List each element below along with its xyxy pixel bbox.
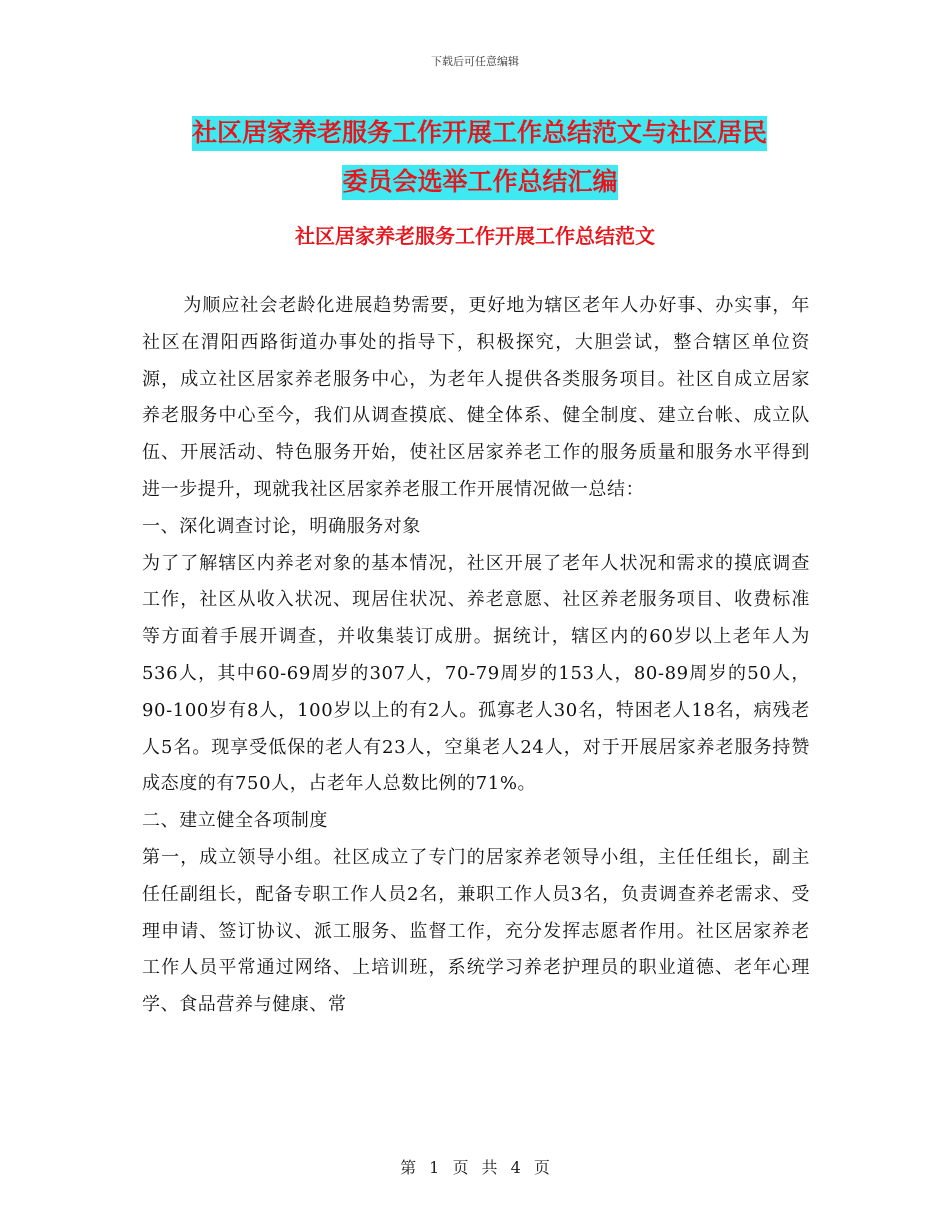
document-title-line-1 [140,108,820,157]
document-title-line-2 [140,157,820,206]
heading-section-1: 一、深化调查讨论，明确服务对象 [142,515,421,537]
paragraph-intro: 为顺应社会老龄化进展趋势需要，更好地为辖区老年人办好事、办实事，年社区在渭阳西路街道办事处的指导下，积极探究，大胆尝试，整合辖区单位资源，成立社区居家养老服务中心，为老年人提供各类服务项目。社区自成立居家养老服务中心至今，我们从调查摸底、健全体系、健全制度、建立台帐、成立队伍、开展活动、特色服务开始，使社区居家养老工作的服务质量和服务水平得到进一步提升，现就我社区居家养老服工作开展情况做一总结： [142,295,810,500]
section-title: 社区居家养老服务工作开展工作总结范文 [295,224,655,248]
document-title-text-2: 委员会选举工作总结汇编 [342,165,617,200]
document-title-text-1: 社区居家养老服务工作开展工作总结范文与社区居民 [192,116,767,151]
document-body [142,288,810,1024]
header-note: 下载后可任意编辑 [431,55,519,68]
heading-section-2: 二、建立健全各项制度 [142,810,328,832]
page-indicator: 第 1 页 共 4 页 [400,1158,550,1177]
paragraph-survey: 为了了解辖区内养老对象的基本情况，社区开展了老年人状况和需求的摸底调查工作，社区从收入状况、现居住状况、养老意愿、社区养老服务项目、收费标准等方面着手展开调查，并收集装订成册。据统计，辖区内的60岁以上老年人为536人，其中60-69周岁的307人，70-79周岁的153人，80-89周岁的50人，90-100岁有8人，100岁以上的有2人。孤寡老人30名，特困老人18名，病残老人5名。现享受低保的老人有23人，空巢老人24人，对于开展居家养老服务持赞成态度的有750人，占老年人总数比例的71%。 [142,552,810,795]
document-title [140,108,820,206]
paragraph-leadership: 第一，成立领导小组。社区成立了专门的居家养老领导小组，主任任组长，副主任任副组长，配备专职工作人员2名，兼职工作人员3名，负责调查养老需求、受理申请、签订协议、派工服务、监督工作，充分发挥志愿者作用。社区居家养老工作人员平常通过网络、上培训班，系统学习养老护理员的职业道德、老年心理学、食品营养与健康、常 [142,846,810,1016]
